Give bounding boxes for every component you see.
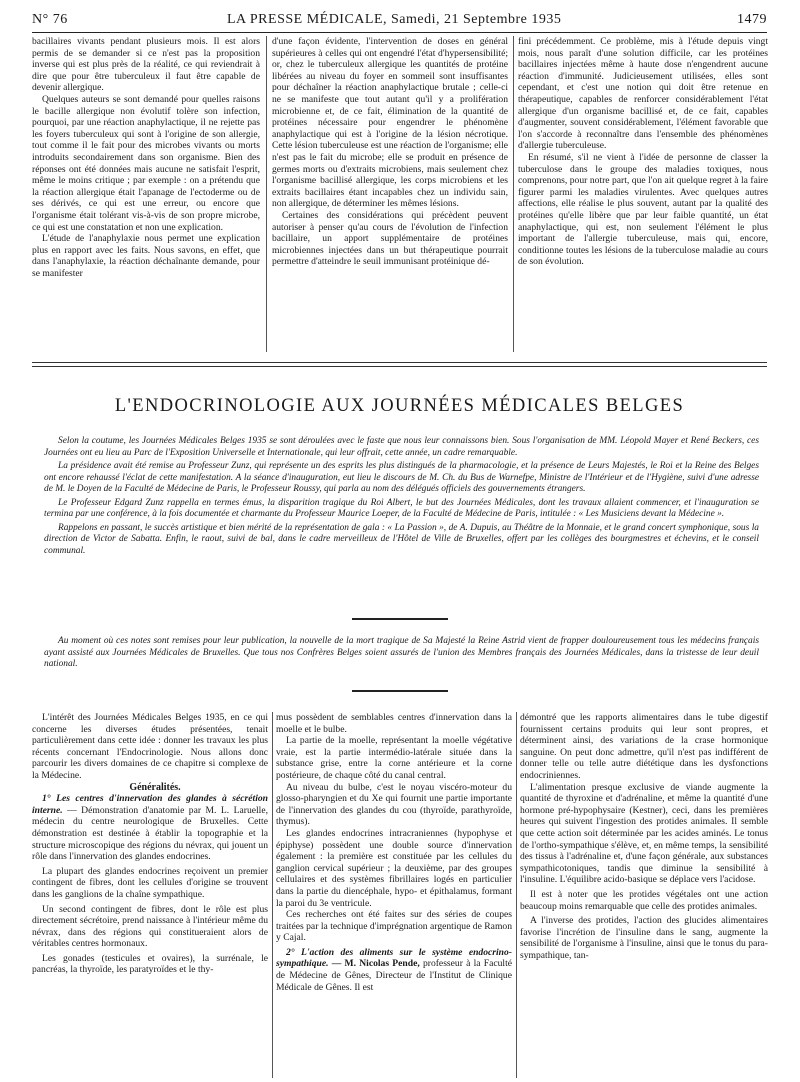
paragraph: fini précédemment. Ce problème, mis à l'étude depuis vingt mois, nous paraît d'une solution difficile, car les protéines bacillaires injectées même à haute dose n'engendrent aucune réaction d'immunité. Judicieusement utilisées, elles sont cependant, et c'est une notion qui doit être retenue en thérapeutique, capables de renforcer considérablement l'état allergique d'un organisme bacillisé et, de ce fait, capables d'augmenter, souvent considérablement, l'élément favorable que l'on s'accorde à reconnaître dans l'ensemble des phénomènes d'allergie tuberculeuse. <box>518 36 768 152</box>
paragraph: Ces recherches ont été faites sur des séries de coupes traitées par la technique d'imprégnation argentique de Ramon y Cajal. <box>276 909 512 944</box>
condolence-notice <box>44 636 759 671</box>
intro-paragraph: Selon la coutume, les Journées Médicales Belges 1935 se sont déroulées avec le faste que nous leur connaissons bien. Sous l'organisation de MM. Léopold Mayer et René Beckers, ces Journées ont eu lieu au Parc de l'Exposition Universelle et Internationale, qui leur offrait, cette année, un cadre remarquable. <box>44 436 759 458</box>
section-2-author: — M. Nicolas Pende, <box>328 958 420 970</box>
section-heading: Généralités. <box>129 781 181 793</box>
separator-rule <box>352 618 448 620</box>
running-header <box>32 10 767 33</box>
section-2-title: 2° L'action des aliments sur le système endocrino-sympathique. <box>276 946 512 970</box>
top-column-1 <box>32 36 260 352</box>
section-2-text: professeur à la Faculté de Médecine de Gênes, Directeur de l'Institut de Clinique Médicale de Gênes. Il est <box>276 958 512 993</box>
paragraph: bacillaires vivants pendant plusieurs mois. Il est alors permis de se demander si ce n'est pas la proposition inverse qui est plus près de la réalité, ce qui reviendrait à dire que pour être tuberculeux il faut être capable de devenir allergique. <box>32 36 260 94</box>
intro-paragraph: Rappelons en passant, le succès artistique et bien mérité de la représentation de gala : « La Passion », de A. Dupuis, au Théâtre de la Monnaie, et le grand concert symphonique, sous la direction de Victor de Sabatta. Enfin, le raout, suivi de bal, dans le cadre merveilleux de l'Hôtel de Ville de Bruxelles, offert par les collèges des bourgmestres et échevins, et le conseil communal. <box>44 522 759 556</box>
paragraph: Il est à noter que les protides végétales ont une action beaucoup moins remarquable que celle des protides animales. <box>520 888 768 912</box>
issue-date: Samedi, 21 Septembre 1935 <box>391 12 562 27</box>
journal-name: LA PRESSE MÉDICALE, <box>227 12 388 27</box>
intro-paragraph: Le Professeur Edgard Zunz rappella en termes émus, la disparition tragique du Roi Albert, le but des Journées Médicales, dont les travaux allaient commencer, et l'inauguration se termina par une conférence, à la fois documentée et charmante du Professeur Maurice Loeper, de la Faculté de Médecine de Paris, intitulée : « Les Musiciens devant la Médecine ». <box>44 497 759 519</box>
column-divider <box>516 712 517 1078</box>
paragraph: Un second contingent de fibres, dont le rôle est plus directement sécrétoire, prend naissance à l'intérieur même du névrax, dans des régions qui constitueraient alors de véritables centres hormonaux. <box>32 903 268 950</box>
paragraph: Les glandes endocrines intracraniennes (hypophyse et épiphyse) possèdent une double source d'innervation également : la première est constituée par les cellules du ganglion cervical supérieur ; la deuxième, par des groupes cellulaires et des systèmes fibrillaires logés en particulier dans la partie du diencéphale, hypo- et épithalamus, formant la paroi du 3e ventricule. <box>276 827 512 909</box>
paragraph: mus possèdent de semblables centres d'innervation dans la moelle et le bulbe. <box>276 712 512 735</box>
paragraph: En résumé, s'il ne vient à l'idée de personne de classer la tuberculose dans le groupe des maladies toxiques, nous comprenons, pour notre part, que l'on ait quelque regret à la faire figurer parmi les maladies virulentes. Avec quelques autres affections, elle réalise le plus souvent, autant par la qualité des protéines qu'elle libère que par leur faible quantité, un état anaphylactique, qui est, non seulement l'élément le plus important de l'allergie tuberculeuse, mais qui, encore, conditionne toutes les lésions de la tuberculose maladie au cours de son évolution. <box>518 151 768 268</box>
bottom-column-3 <box>520 712 768 1078</box>
column-divider <box>513 36 514 352</box>
paragraph: L'étude de l'anaphylaxie nous permet une explication plus en rapport avec les faits. Nous savons, en effet, que dans l'anaphylaxie, la réaction déchaînante demande, pour se manifester <box>32 233 260 279</box>
article-intro <box>44 436 759 559</box>
paragraph: Les gonades (testicules et ovaires), la surrénale, le pancréas, la thyroïde, les paratyroïdes et le thy- <box>32 952 268 976</box>
article-title: L'ENDOCRINOLOGIE AUX JOURNÉES MÉDICALES BELGES <box>114 396 685 416</box>
bottom-column-1 <box>32 712 268 1078</box>
section-1-title: 1° Les centres d'innervation des glandes à sécrétion interne. <box>32 793 268 816</box>
paragraph: Quelques auteurs se sont demandé pour quelles raisons le bacille allergique non évolutif tolère son infection, pourquoi, par une réaction anaphylactique, il ne rejette pas les foyers tuberculeux qui sont à l'origine de son allergie, tout comme il le fait pour des microbes vivants ou morts introduits secondairement dans son organisme. Bien des réponses ont été données mais aucune ne satisfait l'esprit, même le moins critique ; par exemple : on a prétendu que la réaction allergique était l'apanage de l'ectoderme ou de ses dérivés, ce qui est une erreur, ou encore que l'organisme était tolérant vis-à-vis de son propre microbe, ce qui est une constatation et non une explication. <box>32 93 260 233</box>
paragraph: L'alimentation presque exclusive de viande augmente la quantité de thyroxine et d'adrénaline, et même la quantité d'une hormone pré-hypophysaire (Kestner), ceci, dans les premières heures qui suivent l'ingestion des protides animales. Il semble que cette action soit déterminée par les acides aminés. Le tonus de l'ortho-sympathique s'élève, et, en même temps, la sensibilité des tissus à l'adrénaline et, d'une façon générale, aux substances sympathicotoniques, tandis que diminue la sensibilité à l'insuline. L'équilibre acido-basique se déplace vers l'acidose. <box>520 781 768 886</box>
top-column-3 <box>518 36 768 352</box>
column-divider <box>266 36 267 352</box>
issue-number: N° 76 <box>32 12 68 27</box>
paragraph: Certaines des considérations qui précèdent peuvent autoriser à penser qu'au cours de l'évolution de l'infection bacillaire, un apport supplémentaire de protéines microbiennes injectées dans un but thérapeutique pourrait permettre d'atteindre le seuil immunisant protéinique dé- <box>272 209 508 268</box>
paragraph: A l'inverse des protides, l'action des glucides alimentaires favorise l'incrétion de l'insuline dans le sang, augmente la sensibilité de l'organisme à l'insuline, ainsi que le tonus du para-sympathique, tan- <box>520 915 768 961</box>
paragraph: d'une façon évidente, l'intervention de doses en général supérieures à celles qui ont engendré l'état d'hypersensibilité; or, chez le tuberculeux allergique les quantités de protéine libérées au niveau du foyer en sommeil sont insuffisantes pour déchaîner la réaction anaphylactique brutale ; celle-ci ne se manifeste que tout autant qu'il y a prolifération microbienne et, de ce fait, élimination de la quantité de protéines nécessaire pour engendrer le phénomène anaphylactique qui est à l'origine de la lésion nécrotique. Cette lésion tuberculeuse est une réaction de l'organisme; elle n'est pas le fait du microbe; elle se produit en présence de germes morts ou d'extraits microbiens, mais seulement chez l'organisme bacillisé allergique, les corps microbiens et les extraits bacillaires étant incapables chez un individu sain, non allergique, de déterminer les mêmes lésions. <box>272 36 508 210</box>
paragraph: La partie de la moelle, représentant la moelle végétative vraie, est la partie intermédio-latérale située dans la substance grise, entre la corne antérieure et la corne postérieure, de chaque côté du canal central. <box>276 735 512 781</box>
separator-rule <box>352 690 448 692</box>
lead-paragraph: L'intérêt des Journées Médicales Belges 1935, en ce qui concerne les diverses études présentées, tenait particulièrement dans cette idée : donner les travaux les plus récents concernant l'Endocrinologie. Nous allons donc parcourir les divers domaines de ce chapitre si complexe de la Médecine. <box>32 712 268 781</box>
paragraph: La plupart des glandes endocrines reçoivent un premier contingent de fibres, dont les cellules d'origine se trouvent dans les ganglions de la chaîne sympathique. <box>32 865 268 900</box>
column-divider <box>272 712 273 1078</box>
journal-title-line <box>227 12 561 28</box>
paragraph: démontré que les rapports alimentaires dans le tube digestif fournissent certains produits qui leur sont propres, et déterminent ainsi, des variations de la crase hormonique sanguine. On peut donc admettre, qu'il n'est pas indifférent de donner telle ou telle autre diététique dans les dysfonctions endocriniennes. <box>520 712 768 781</box>
paragraph: Au niveau du bulbe, c'est le noyau viscéro-moteur du glosso-pharyngien et du Xe qui fournit une partie importante de l'innervation des glandes du cou (thyroïde, parathyroïde, thymus). <box>276 781 512 828</box>
intro-paragraph: La présidence avait été remise au Professeur Zunz, qui représente un des esprits les plus distingués de la pharmacologie, et la présence de Leurs Majestés, le Roi et la Reine des Belges ont encore rehaussé l'éclat de cette manifestation. A la séance d'inauguration, eut lieu le discours de M. Ch. du Bus de Warnefpe, Ministre de l'Intérieur et de l'Hygiène, suivi d'une adresse de M. le Doyen de la Faculté de Médecine de Paris, le Professeur Roussy, qui parla au nom des délégués officiels des gouvernements étrangers. <box>44 461 759 494</box>
page-number: 1479 <box>737 12 767 27</box>
bottom-column-2 <box>276 712 512 1078</box>
section-1-text: — Démonstration d'anatomie par M. L. Laruelle, médecin du centre neurologique de Bruxelles. Cette démonstration est destinée à établir la topographie et la structure microscopique des régions du névrax, qui jouent un rôle dans l'innervation des glandes endocrines. <box>32 804 268 863</box>
section-2 <box>276 947 512 993</box>
section-double-rule <box>32 362 767 367</box>
section-1 <box>32 793 268 863</box>
notice-text: Au moment où ces notes sont remises pour leur publication, la nouvelle de la mort tragique de Sa Majesté la Reine Astrid vient de frapper douloureusement tous les médecins français ayant assisté aux Journées Médicales de Bruxelles. Que tous nos Confrères Belges soient assurés de l'union des Membres français des Journées Médicales, dans la tristesse de leur deuil national. <box>44 636 759 669</box>
top-column-2 <box>272 36 508 352</box>
